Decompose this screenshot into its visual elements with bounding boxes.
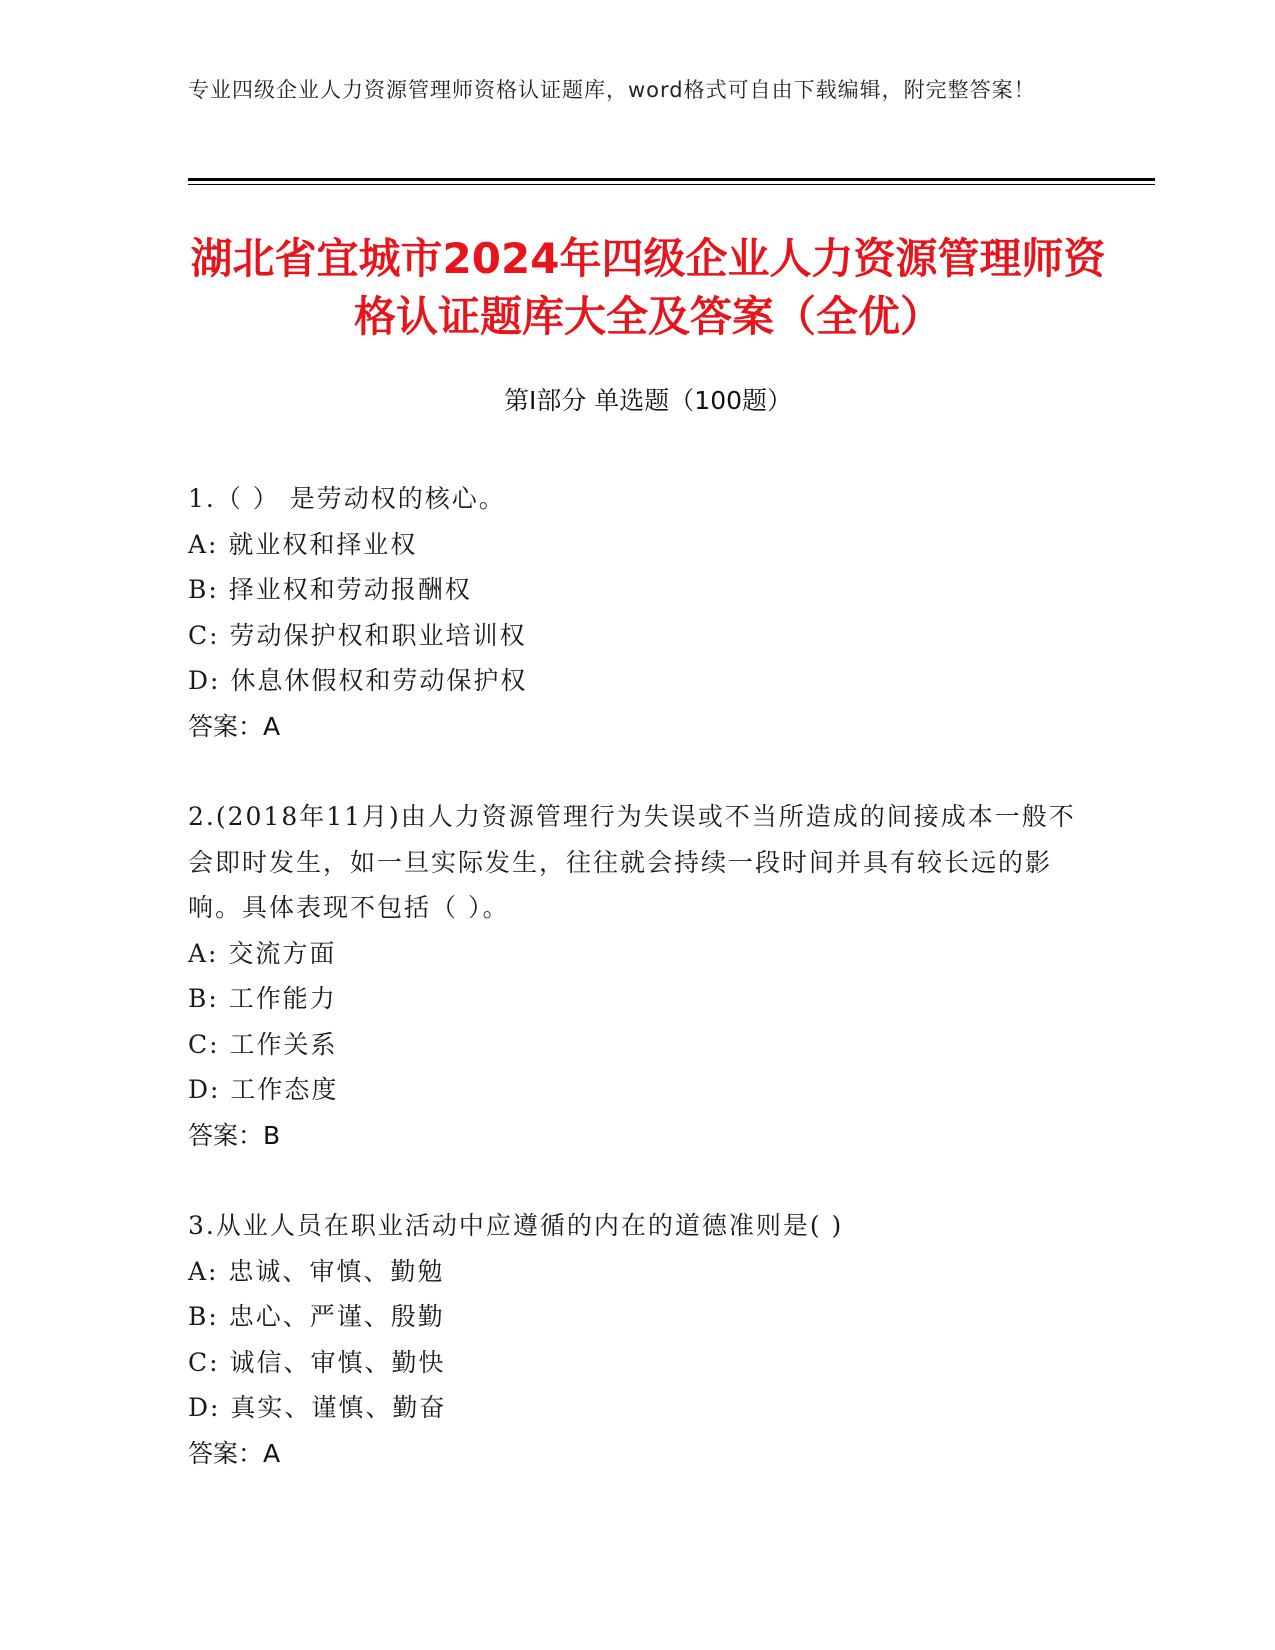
option-b: B: 工作能力 (188, 984, 337, 1013)
option-a: A: 忠诚、审慎、勤勉 (188, 1256, 445, 1286)
answer: 答案：B (188, 1120, 281, 1150)
header-rule-thick (188, 178, 1155, 181)
option-c: C: 工作关系 (188, 1029, 338, 1059)
header-rule-thin (188, 184, 1155, 185)
question-1 (188, 476, 1088, 749)
answer: 答案：A (188, 711, 281, 741)
question-stem: 3.从业人员在职业活动中应遵循的内在的道德准则是( ) (188, 1211, 844, 1240)
document-title: 湖北省宜城市2024年四级企业人力资源管理师资格认证题库大全及答案（全优） (190, 234, 1106, 341)
option-a: A: 就业权和择业权 (188, 529, 418, 559)
question-stem: 2.(2018年11月)由人力资源管理行为失误或不当所造成的间接成本一般不会即时发生，如一旦实际发生，往往就会持续一段时间并具有较长远的影响。具体表现不包括（ ）。 (188, 802, 1076, 922)
option-d: D: 真实、谨慎、勤奋 (188, 1393, 447, 1422)
option-c: C: 诚信、审慎、勤快 (188, 1347, 446, 1377)
option-d: D: 工作态度 (188, 1075, 339, 1104)
option-a: A: 交流方面 (188, 938, 337, 968)
header-note: 专业四级企业人力资源管理师资格认证题库，word格式可自由下载编辑，附完整答案！ (188, 78, 1036, 102)
answer: 答案：A (188, 1438, 281, 1468)
question-stem: 1.（ ） 是劳动权的核心。 (188, 484, 506, 513)
question-2 (188, 794, 1088, 1158)
question-3 (188, 1203, 1088, 1476)
section-title: 第Ⅰ部分 单选题（100题） (503, 386, 793, 415)
option-c: C: 劳动保护权和职业培训权 (188, 620, 527, 650)
question-list (188, 476, 1088, 1521)
option-b: B: 择业权和劳动报酬权 (188, 575, 472, 604)
option-d: D: 休息休假权和劳动保护权 (188, 666, 528, 695)
option-b: B: 忠心、严谨、殷勤 (188, 1302, 445, 1331)
